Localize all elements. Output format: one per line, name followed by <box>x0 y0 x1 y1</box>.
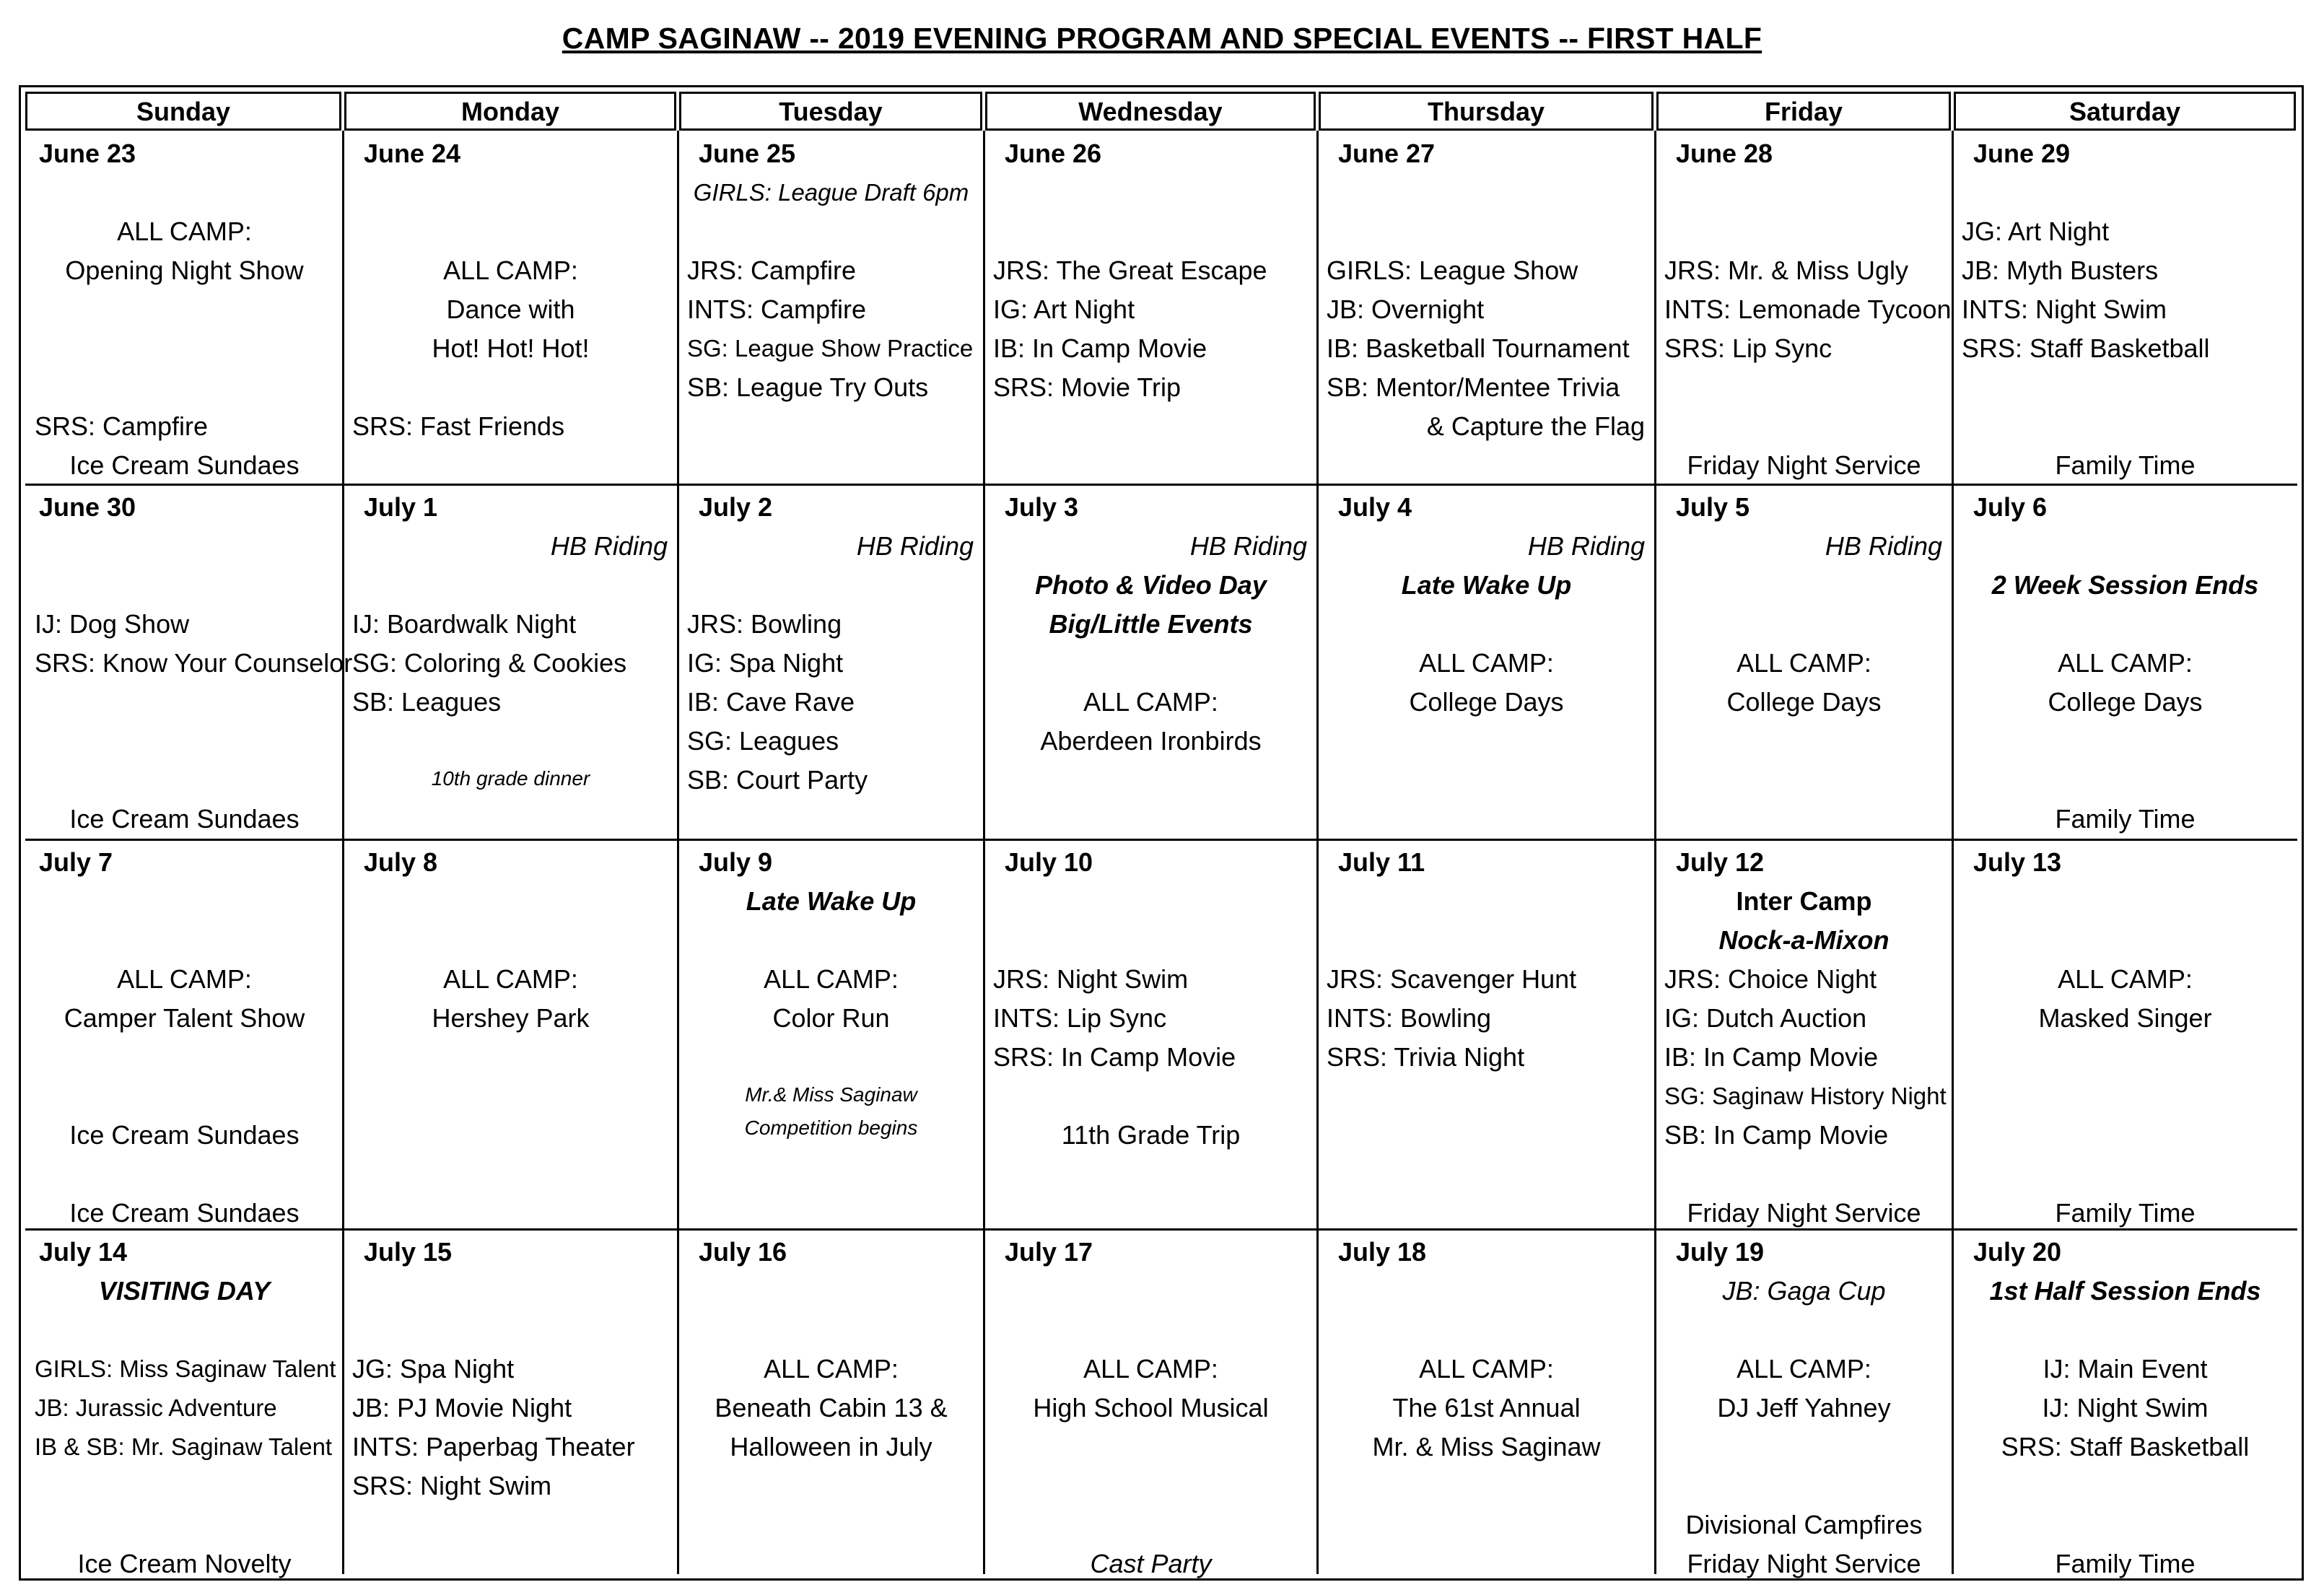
event-line: Photo & Video Day <box>1035 570 1267 600</box>
cell-date: July 1 <box>364 492 438 522</box>
event-line: INTS: Lip Sync <box>993 1003 1167 1033</box>
event-line: SRS: In Camp Movie <box>993 1042 1236 1072</box>
event-line: Family Time <box>2055 804 2196 834</box>
event-line: INTS: Night Swim <box>1962 294 2167 324</box>
event-line: INTS: Paperbag Theater <box>352 1432 635 1461</box>
day-cell <box>27 1231 341 1577</box>
event-line: SG: League Show Practice <box>687 335 974 362</box>
event-line: HB Riding <box>1527 531 1645 561</box>
day-cell <box>1657 841 1951 1228</box>
event-line: HB Riding <box>1825 531 1942 561</box>
day-cell <box>986 841 1316 1228</box>
day-divider <box>677 131 679 1574</box>
event-line: Hot! Hot! Hot! <box>432 333 590 363</box>
event-line: Hershey Park <box>432 1003 590 1033</box>
cell-date: July 17 <box>1005 1237 1093 1267</box>
event-line: DJ Jeff Yahney <box>1717 1393 1891 1423</box>
event-line: SRS: Staff Basketball <box>1962 333 2210 363</box>
event-line: INTS: Campfire <box>687 294 867 324</box>
event-line: Mr.& Miss Saginaw <box>745 1083 917 1106</box>
event-line: Ice Cream Sundaes <box>69 1198 300 1228</box>
page-title: CAMP SAGINAW -- 2019 EVENING PROGRAM AND SPECIAL EVENTS -- FIRST HALF <box>562 22 1762 55</box>
day-cell <box>345 132 676 483</box>
day-divider <box>342 131 344 1574</box>
event-line: SG: Saginaw History Night <box>1664 1083 1947 1109</box>
event-line: Friday Night Service <box>1687 1549 1921 1578</box>
event-line: SRS: Night Swim <box>352 1471 552 1500</box>
event-line: Late Wake Up <box>746 886 917 916</box>
event-line: HB Riding <box>1189 531 1307 561</box>
day-header-monday: Monday <box>344 92 676 131</box>
day-cell <box>680 841 982 1228</box>
day-header-wednesday: Wednesday <box>985 92 1316 131</box>
event-line: SB: League Try Outs <box>687 372 929 402</box>
day-cell <box>1954 1231 2296 1577</box>
day-cell <box>986 132 1316 483</box>
event-line: IJ: Boardwalk Night <box>352 609 577 639</box>
event-line: JG: Art Night <box>1962 217 2110 246</box>
day-header-tuesday: Tuesday <box>679 92 982 131</box>
cell-date: July 10 <box>1005 847 1093 877</box>
event-line: IJ: Night Swim <box>2042 1393 2209 1423</box>
event-line: Ice Cream Novelty <box>77 1549 292 1578</box>
day-cell <box>986 486 1316 838</box>
event-line: JG: Spa Night <box>352 1354 515 1384</box>
event-line: 11th Grade Trip <box>1061 1120 1241 1150</box>
day-cell <box>1319 132 1654 483</box>
event-line: 10th grade dinner <box>431 767 590 790</box>
event-line: ALL CAMP: <box>117 217 252 246</box>
cell-date: June 29 <box>1973 139 2071 168</box>
day-cell <box>345 841 676 1228</box>
day-cell <box>1657 1231 1951 1577</box>
event-line: Inter Camp <box>1736 886 1872 916</box>
event-line: ALL CAMP: <box>764 964 899 994</box>
day-cell <box>1954 486 2296 838</box>
event-line: ALL CAMP: <box>2058 648 2193 678</box>
event-line: Mr. & Miss Saginaw <box>1372 1432 1601 1461</box>
event-line: ALL CAMP: <box>117 964 252 994</box>
day-cell <box>1319 486 1654 838</box>
day-header-sunday: Sunday <box>25 92 341 131</box>
event-line: Friday Night Service <box>1687 450 1921 480</box>
event-line: IB: In Camp Movie <box>993 333 1207 363</box>
event-line: ALL CAMP: <box>443 964 578 994</box>
event-line: SRS: Campfire <box>35 411 209 441</box>
event-line: SB: Mentor/Mentee Trivia <box>1327 372 1620 402</box>
event-line: IB & SB: Mr. Saginaw Talent <box>35 1433 333 1460</box>
cell-date: July 15 <box>364 1237 453 1267</box>
event-line: SB: Leagues <box>352 687 502 717</box>
event-line: Late Wake Up <box>1401 570 1572 600</box>
event-line: SB: In Camp Movie <box>1664 1120 1889 1150</box>
event-line: IJ: Dog Show <box>35 609 190 639</box>
event-line: Ice Cream Sundaes <box>69 804 300 834</box>
event-line: & Capture the Flag <box>1426 411 1645 441</box>
event-line: Family Time <box>2055 1549 2196 1578</box>
event-line: Color Run <box>772 1003 890 1033</box>
event-line: IB: In Camp Movie <box>1664 1042 1879 1072</box>
cell-date: July 16 <box>699 1237 787 1267</box>
event-line: INTS: Bowling <box>1327 1003 1492 1033</box>
event-line: SRS: Lip Sync <box>1664 333 1832 363</box>
cell-date: June 27 <box>1338 139 1436 168</box>
event-line: Camper Talent Show <box>64 1003 305 1033</box>
event-line: JRS: Bowling <box>687 609 842 639</box>
event-line: IG: Art Night <box>993 294 1135 324</box>
event-line: SRS: Fast Friends <box>352 411 565 441</box>
day-divider <box>1654 131 1656 1574</box>
cell-date: July 2 <box>699 492 773 522</box>
event-line: SB: Court Party <box>687 765 868 795</box>
cell-date: June 26 <box>1005 139 1102 168</box>
event-line: Nock-a-Mixon <box>1718 925 1890 955</box>
event-line: College Days <box>1726 687 1882 717</box>
event-line: IG: Spa Night <box>687 648 844 678</box>
day-cell <box>1319 1231 1654 1577</box>
event-line: GIRLS: Miss Saginaw Talent <box>35 1355 336 1382</box>
event-line: SG: Coloring & Cookies <box>352 648 627 678</box>
cell-date: July 19 <box>1676 1237 1765 1267</box>
cell-date: July 4 <box>1338 492 1412 522</box>
calendar-inner <box>25 92 2297 1578</box>
event-line: SRS: Trivia Night <box>1327 1042 1525 1072</box>
event-line: VISITING DAY <box>98 1276 271 1306</box>
event-line: IJ: Main Event <box>2043 1354 2208 1384</box>
day-cell <box>1657 486 1951 838</box>
cell-date: July 3 <box>1005 492 1079 522</box>
event-line: Friday Night Service <box>1687 1198 1921 1228</box>
event-line: Ice Cream Sundaes <box>69 450 300 480</box>
event-line: Ice Cream Sundaes <box>69 1120 300 1150</box>
day-divider <box>1952 131 1954 1574</box>
event-line: ALL CAMP: <box>1083 687 1218 717</box>
day-header-friday: Friday <box>1656 92 1951 131</box>
day-cell <box>986 1231 1316 1577</box>
event-line: High School Musical <box>1033 1393 1269 1423</box>
event-line: JRS: Choice Night <box>1664 964 1877 994</box>
day-divider <box>1316 131 1319 1574</box>
cell-date: July 20 <box>1973 1237 2062 1267</box>
event-line: SG: Leagues <box>687 726 839 756</box>
day-cell <box>1657 132 1951 483</box>
event-line: Cast Party <box>1090 1549 1212 1578</box>
event-line: IB: Basketball Tournament <box>1327 333 1630 363</box>
event-line: JB: PJ Movie Night <box>352 1393 572 1423</box>
event-line: ALL CAMP: <box>1083 1354 1218 1384</box>
event-line: JRS: Scavenger Hunt <box>1327 964 1577 994</box>
day-divider <box>983 131 985 1574</box>
cell-date: July 18 <box>1338 1237 1427 1267</box>
calendar-grid <box>19 85 2304 1581</box>
cell-date: June 24 <box>364 139 461 168</box>
cell-date: July 8 <box>364 847 438 877</box>
event-line: GIRLS: League Draft 6pm <box>693 179 969 206</box>
cell-date: July 12 <box>1676 847 1765 877</box>
event-line: College Days <box>1409 687 1564 717</box>
event-line: ALL CAMP: <box>764 1354 899 1384</box>
event-line: Halloween in July <box>730 1432 932 1461</box>
event-line: JB: Myth Busters <box>1962 255 2159 285</box>
event-line: IB: Cave Rave <box>687 687 855 717</box>
event-line: IG: Dutch Auction <box>1664 1003 1867 1033</box>
event-line: Aberdeen Ironbirds <box>1040 726 1262 756</box>
event-line: Competition begins <box>744 1116 918 1139</box>
day-cell <box>1954 841 2296 1228</box>
cell-date: June 25 <box>699 139 796 168</box>
cell-date: June 23 <box>39 139 136 168</box>
event-line: SRS: Movie Trip <box>993 372 1181 402</box>
event-line: GIRLS: League Show <box>1327 255 1578 285</box>
event-line: INTS: Lemonade Tycoon <box>1664 294 1952 324</box>
event-line: JRS: Night Swim <box>993 964 1189 994</box>
event-line: JB: Gaga Cup <box>1722 1276 1886 1306</box>
day-cell <box>1319 841 1654 1228</box>
day-cell <box>1954 132 2296 483</box>
cell-date: June 28 <box>1676 139 1773 168</box>
event-line: Beneath Cabin 13 & <box>715 1393 948 1423</box>
day-header-saturday: Saturday <box>1954 92 2296 131</box>
event-line: Opening Night Show <box>65 255 304 285</box>
event-line: JRS: The Great Escape <box>993 255 1267 285</box>
event-line: HB Riding <box>856 531 974 561</box>
event-line: Family Time <box>2055 450 2196 480</box>
event-line: JB: Overnight <box>1327 294 1485 324</box>
event-line: SRS: Staff Basketball <box>2001 1432 2250 1461</box>
event-line: College Days <box>2048 687 2203 717</box>
event-line: ALL CAMP: <box>443 255 578 285</box>
event-line: JB: Jurassic Adventure <box>35 1394 277 1421</box>
event-line: JRS: Mr. & Miss Ugly <box>1664 255 1909 285</box>
cell-date: July 9 <box>699 847 773 877</box>
day-cell <box>27 841 341 1228</box>
event-line: ALL CAMP: <box>1737 648 1871 678</box>
event-line: SRS: Know Your Counselor <box>35 648 353 678</box>
day-cell <box>27 132 341 483</box>
event-line: ALL CAMP: <box>1419 1354 1554 1384</box>
cell-date: July 6 <box>1973 492 2048 522</box>
event-line: Divisional Campfires <box>1685 1510 1923 1539</box>
event-line: The 61st Annual <box>1392 1393 1581 1423</box>
day-cell <box>345 486 676 838</box>
cell-date: July 5 <box>1676 492 1750 522</box>
day-cell <box>680 1231 982 1577</box>
day-cell <box>680 132 982 483</box>
event-line: Masked Singer <box>2038 1003 2212 1033</box>
day-header-thursday: Thursday <box>1319 92 1654 131</box>
event-line: ALL CAMP: <box>1419 648 1554 678</box>
event-line: Big/Little Events <box>1049 609 1253 639</box>
day-cell <box>27 486 353 838</box>
cell-date: July 7 <box>39 847 113 877</box>
event-line: JRS: Campfire <box>687 255 857 285</box>
day-cell <box>345 1231 676 1577</box>
event-line: 2 Week Session Ends <box>1991 570 2259 600</box>
event-line: HB Riding <box>550 531 668 561</box>
event-line: Dance with <box>446 294 575 324</box>
cell-date: June 30 <box>39 492 136 522</box>
day-cell <box>680 486 982 838</box>
event-line: 1st Half Session Ends <box>1989 1276 2261 1306</box>
cell-date: July 14 <box>39 1237 128 1267</box>
cell-date: July 13 <box>1973 847 2062 877</box>
event-line: ALL CAMP: <box>1737 1354 1871 1384</box>
event-line: ALL CAMP: <box>2058 964 2193 994</box>
event-line: Family Time <box>2055 1198 2196 1228</box>
cell-date: July 11 <box>1338 847 1425 877</box>
